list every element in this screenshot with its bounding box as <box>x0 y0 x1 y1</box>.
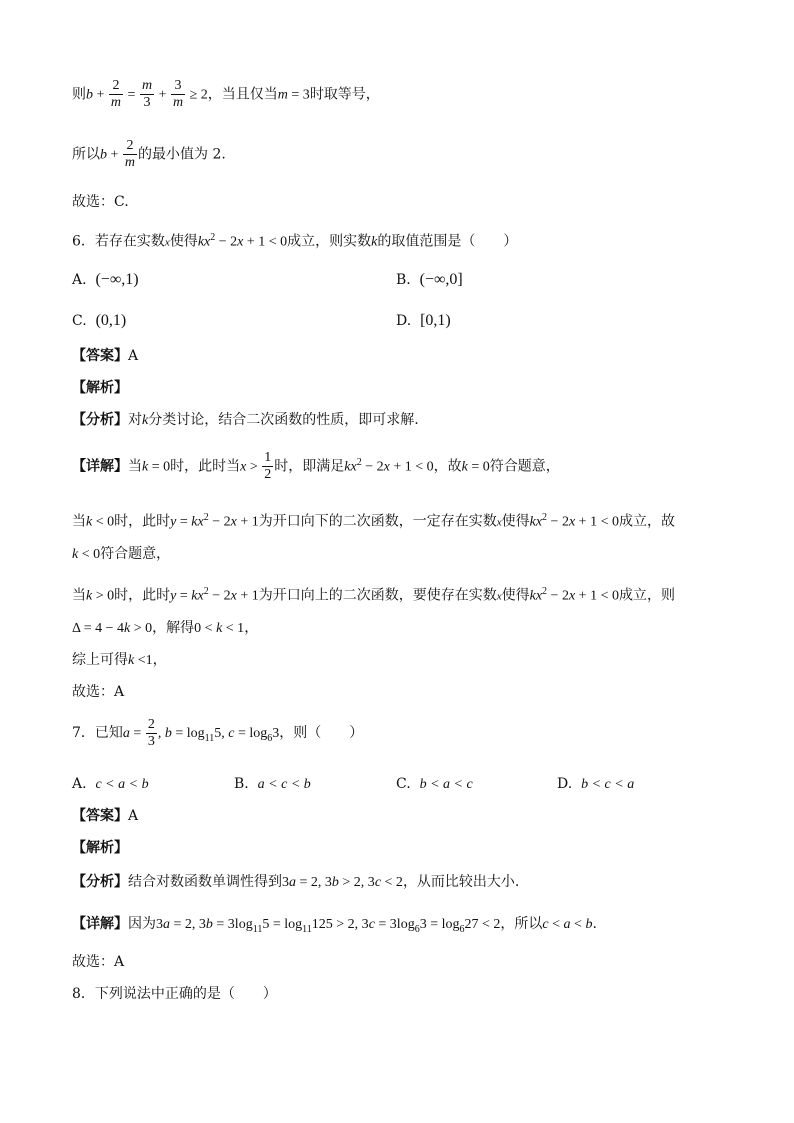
text: 为开口向上的二次函数，要使存在实数 <box>258 587 497 604</box>
q6-detail-1: 【详解】当k = 0时，此时当x > $\frac{1}{2}$ 时，即满足$kx^2 - 2x + 1 < 0$，故k = 0符合题意， <box>72 450 560 483</box>
text: 成立，故 <box>618 513 675 530</box>
option-label: C. <box>72 313 87 329</box>
text: 因为 <box>128 916 156 932</box>
q7-option-c[interactable] <box>396 774 473 795</box>
text: 时，此时 <box>114 513 171 530</box>
answer-tag: 【答案】 <box>72 808 128 824</box>
option-value: (−∞,0] <box>419 271 463 288</box>
text: ，从而比较出大小. <box>402 874 520 890</box>
text: 成立，则实数 <box>287 233 372 250</box>
q6-option-c[interactable] <box>72 311 126 331</box>
text: 使得 <box>169 233 198 250</box>
fraction: $\frac{2}{m}$ <box>124 138 136 170</box>
text: 时，此时 <box>114 587 171 604</box>
text: ， <box>152 652 167 668</box>
cont-line-1: 则b + $\frac{2}{m}$ = $\frac{m}{3}$ + $\frac{3}{m}$ ≥ 2，当且仅当m = 3时取等号， <box>72 78 380 110</box>
fenxi-tag: 【分析】 <box>72 874 128 890</box>
q7-detail: 【详解】因为3a = 2, $3b = 3\log_{11}5 = \log_{11}125 > 2$, $3c = 3\log_63 = \log_627 < 2$，所以c < a < b. <box>72 916 597 935</box>
option-value: b < a < c <box>419 777 473 792</box>
text: 所以 <box>72 146 100 163</box>
q7-stem: 7．已知a = $\frac{2}{3}$ , $b = \log_{11}5$, $c = \log_63$，则（ ） <box>72 716 364 749</box>
option-value: a < c < b <box>257 777 311 792</box>
text: 时，此时当 <box>170 458 241 475</box>
option-value: b < c < a <box>581 777 635 792</box>
q6-stem: 6．若存在实数x使得$kx^2 - 2x + 1 < 0$成立，则实数k的取值范围是（ ） <box>72 232 518 250</box>
analysis-tag: 【解析】 <box>72 840 128 856</box>
q6-option-d[interactable] <box>396 311 451 331</box>
text: 当 <box>72 587 86 604</box>
q6-option-a[interactable] <box>72 270 139 290</box>
q7-option-d[interactable] <box>557 774 634 795</box>
cont-choose: 故选：C. <box>72 194 129 210</box>
fraction: $\frac{1}{2}$ <box>264 450 272 483</box>
answer-tag: 【答案】 <box>72 348 128 364</box>
text: 的最小值为 2. <box>138 146 226 163</box>
text: ，所以 <box>500 916 543 932</box>
text: 符合题意， <box>100 546 171 562</box>
option-label: A. <box>72 776 87 792</box>
option-value: [0,1) <box>420 312 451 329</box>
option-value: (−∞,1) <box>95 271 139 288</box>
q6-choose: 故选：A <box>72 684 125 700</box>
text: 分类讨论，结合二次函数的性质，即可求解. <box>148 412 419 428</box>
fraction: $\frac{2}{3}$ <box>147 716 155 749</box>
option-label: B. <box>396 272 411 288</box>
q7-choose: 故选：A <box>72 954 125 970</box>
option-label: B. <box>234 776 249 792</box>
q6-detail-6: 综上可得k <1， <box>72 652 167 668</box>
xiangjie-tag: 【详解】 <box>72 916 128 932</box>
text: ， <box>244 620 259 636</box>
text: . <box>592 916 597 932</box>
q7-option-a[interactable] <box>72 774 149 795</box>
option-label: D. <box>557 776 573 792</box>
text: 为开口向下的二次函数，一定存在实数 <box>258 513 497 530</box>
q7-fenxi: 【分析】结合对数函数单调性得到3a = 2, 3b > 2, 3c < 2，从而比较出大小. <box>72 874 520 890</box>
text: ，则（ ） <box>279 725 364 741</box>
text: 结合对数函数单调性得到 <box>128 874 282 890</box>
text: 对 <box>128 412 142 428</box>
q6-detail-5: Δ = 4 − 4k > 0，解得0 < k < 1， <box>72 620 259 636</box>
text: ，当且仅当 <box>207 86 278 103</box>
option-label: C. <box>396 776 411 792</box>
answer-value: A <box>128 348 139 364</box>
fraction: $\frac{2}{m}$ <box>110 78 122 110</box>
option-value: (0,1) <box>95 312 127 329</box>
text: ，解得 <box>152 620 195 636</box>
q6-detail-4: 当k > 0时，此时$y = kx^2 - 2x + 1$为开口向上的二次函数，要使存在实数x使得$kx^2 - 2x + 1 < 0$成立，则 <box>72 586 675 604</box>
q7-answer <box>72 806 138 826</box>
answer-value: A <box>128 808 139 824</box>
text: 6．若存在实数 <box>72 233 165 250</box>
q6-analysis-tag <box>72 378 128 398</box>
q6-answer <box>72 346 138 366</box>
q6-detail-2: 当k < 0时，此时$y = kx^2 - 2x + 1$为开口向下的二次函数，一定存在实数x使得$kx^2 - 2x + 1 < 0$成立，故 <box>72 512 675 530</box>
option-label: D. <box>396 313 412 329</box>
text: 综上可得 <box>72 652 128 668</box>
text: 7．已知 <box>72 725 123 741</box>
text: 使得 <box>501 513 530 530</box>
text: 使得 <box>501 587 530 604</box>
text: 时取等号， <box>309 86 380 103</box>
q8-stem: 8．下列说法中正确的是（ ） <box>72 986 277 1002</box>
q6-option-b[interactable] <box>396 270 463 290</box>
math: b <box>86 87 93 103</box>
analysis-tag: 【解析】 <box>72 380 128 396</box>
text: 的取值范围是（ ） <box>377 233 518 250</box>
text: 成立，则 <box>618 587 675 604</box>
q6-fenxi: 【分析】对k分类讨论，结合二次函数的性质，即可求解. <box>72 412 419 428</box>
q7-option-b[interactable] <box>234 774 311 795</box>
fenxi-tag: 【分析】 <box>72 412 128 428</box>
option-value: c < a < b <box>95 777 149 792</box>
text: ，故 <box>433 458 462 475</box>
fraction: $\frac{3}{m}$ <box>172 78 184 110</box>
text: 则 <box>72 86 86 103</box>
xiangjie-tag: 【详解】 <box>72 458 128 475</box>
fraction: $\frac{m}{3}$ <box>141 78 153 110</box>
q6-detail-3: k < 0符合题意， <box>72 546 171 562</box>
cont-line-2: 所以b + $\frac{2}{m}$ 的最小值为 2. <box>72 138 226 170</box>
text: 符合题意， <box>489 458 560 475</box>
text: 当 <box>72 513 86 530</box>
option-label: A. <box>72 272 87 288</box>
text: 时，即满足 <box>274 458 345 475</box>
text: 当 <box>128 458 142 475</box>
q7-analysis-tag <box>72 838 128 858</box>
